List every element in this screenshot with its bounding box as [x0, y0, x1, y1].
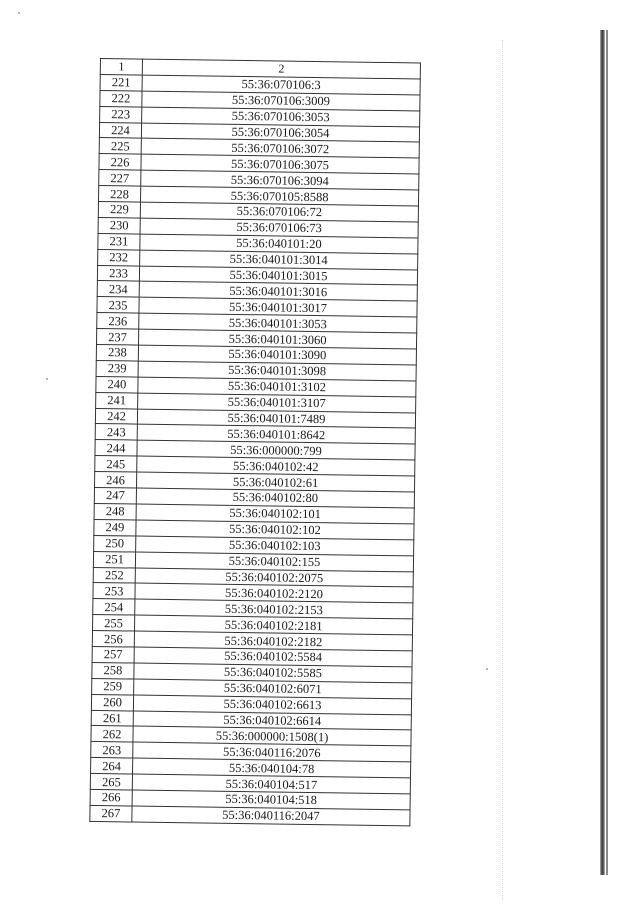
row-number-cell: 240: [96, 376, 138, 392]
cadastral-number-cell: 55:36:040101:3016: [139, 282, 417, 302]
scan-speck: [46, 378, 48, 380]
row-number-cell: 267: [90, 805, 132, 821]
row-number-cell: 232: [98, 249, 140, 265]
table-row: [90, 805, 410, 825]
table-body: [90, 74, 420, 825]
cadastral-number-cell: 55:36:040101:3060: [138, 329, 416, 349]
row-number-cell: 253: [93, 583, 135, 599]
cadastral-number-cell: 55:36:040101:7489: [137, 409, 415, 429]
cadastral-number-cell: 55:36:000000:1508(1): [133, 726, 411, 746]
row-number-cell: 230: [98, 217, 140, 233]
cadastral-number-cell: 55:36:040102:2153: [135, 599, 413, 619]
row-number-cell: 263: [91, 742, 133, 758]
cadastral-number-cell: 55:36:040102:2120: [135, 583, 413, 603]
cadastral-table: [89, 58, 420, 826]
cadastral-number-cell: 55:36:070106:3054: [141, 123, 419, 143]
row-number-cell: 228: [98, 186, 140, 202]
cadastral-number-cell: 55:36:040116:2076: [133, 742, 411, 762]
row-number-cell: 245: [95, 456, 137, 472]
data-table: [89, 58, 421, 826]
row-number-cell: 246: [95, 472, 137, 488]
row-number-cell: 252: [93, 567, 135, 583]
cadastral-number-cell: 55:36:040101:3090: [138, 345, 416, 365]
cadastral-number-cell: 55:36:070106:3075: [141, 154, 419, 174]
row-number-cell: 236: [97, 313, 139, 329]
cadastral-number-cell: 55:36:000000:799: [137, 440, 415, 460]
column-header-code: 2: [142, 59, 420, 79]
row-number-cell: 241: [96, 392, 138, 408]
row-number-cell: 229: [98, 202, 140, 218]
cadastral-number-cell: 55:36:040101:3015: [139, 266, 417, 286]
row-number-cell: 227: [99, 170, 141, 186]
cadastral-number-cell: 55:36:040102:42: [137, 456, 415, 476]
row-number-cell: 231: [98, 233, 140, 249]
row-number-cell: 243: [95, 424, 137, 440]
row-number-cell: 260: [91, 694, 133, 710]
scan-fold-line: [502, 40, 503, 900]
row-number-cell: 226: [99, 154, 141, 170]
column-header-number: 1: [100, 59, 142, 75]
cadastral-number-cell: 55:36:040102:155: [135, 552, 413, 572]
row-number-cell: 222: [100, 90, 142, 106]
row-number-cell: 249: [94, 519, 136, 535]
cadastral-number-cell: 55:36:040104:518: [132, 790, 410, 810]
scan-speck: [486, 668, 488, 670]
cadastral-number-cell: 55:36:040102:6613: [133, 695, 411, 715]
row-number-cell: 223: [100, 106, 142, 122]
cadastral-number-cell: 55:36:040104:78: [133, 758, 411, 778]
cadastral-number-cell: 55:36:040102:2181: [135, 615, 413, 635]
row-number-cell: 250: [94, 535, 136, 551]
cadastral-number-cell: 55:36:040102:102: [136, 520, 414, 540]
cadastral-number-cell: 55:36:040102:5584: [134, 647, 412, 667]
row-number-cell: 221: [100, 74, 142, 90]
cadastral-number-cell: 55:36:040101:3098: [138, 361, 416, 381]
row-number-cell: 261: [91, 710, 133, 726]
row-number-cell: 257: [92, 646, 134, 662]
row-number-cell: 235: [97, 297, 139, 313]
row-number-cell: 248: [94, 503, 136, 519]
cadastral-number-cell: 55:36:040116:2047: [132, 806, 410, 826]
row-number-cell: 244: [95, 440, 137, 456]
cadastral-number-cell: 55:36:040102:5585: [134, 663, 412, 683]
row-number-cell: 262: [91, 726, 133, 742]
cadastral-number-cell: 55:36:070106:3094: [141, 170, 419, 190]
row-number-cell: 264: [91, 758, 133, 774]
row-number-cell: 265: [90, 774, 132, 790]
row-number-cell: 255: [93, 615, 135, 631]
cadastral-number-cell: 55:36:070106:3: [142, 75, 420, 95]
row-number-cell: 266: [90, 789, 132, 805]
row-number-cell: 258: [92, 662, 134, 678]
row-number-cell: 251: [93, 551, 135, 567]
cadastral-number-cell: 55:36:040101:8642: [137, 425, 415, 445]
cadastral-number-cell: 55:36:040101:3102: [138, 377, 416, 397]
row-number-cell: 239: [96, 360, 138, 376]
row-number-cell: 238: [96, 345, 138, 361]
row-number-cell: 225: [99, 138, 141, 154]
row-number-cell: 224: [99, 122, 141, 138]
cadastral-number-cell: 55:36:040101:20: [140, 234, 418, 254]
cadastral-number-cell: 55:36:040102:2075: [135, 568, 413, 588]
cadastral-number-cell: 55:36:040102:6614: [133, 711, 411, 731]
cadastral-number-cell: 55:36:070106:3053: [142, 107, 420, 127]
cadastral-number-cell: 55:36:070106:3072: [141, 139, 419, 159]
cadastral-number-cell: 55:36:040102:80: [136, 488, 414, 508]
cadastral-number-cell: 55:36:070106:73: [140, 218, 418, 238]
cadastral-number-cell: 55:36:040101:3053: [139, 313, 417, 333]
cadastral-number-cell: 55:36:040101:3017: [139, 297, 417, 317]
cadastral-number-cell: 55:36:040101:3014: [140, 250, 418, 270]
cadastral-number-cell: 55:36:070106:3009: [142, 91, 420, 111]
cadastral-number-cell: 55:36:040102:2182: [134, 631, 412, 651]
cadastral-number-cell: 55:36:040102:103: [136, 536, 414, 556]
row-number-cell: 254: [93, 599, 135, 615]
row-number-cell: 256: [92, 631, 134, 647]
row-number-cell: 234: [97, 281, 139, 297]
scan-edge-line: [606, 30, 608, 875]
row-number-cell: 247: [94, 488, 136, 504]
row-number-cell: 233: [97, 265, 139, 281]
row-number-cell: 242: [95, 408, 137, 424]
cadastral-number-cell: 55:36:040101:3107: [138, 393, 416, 413]
cadastral-number-cell: 55:36:040102:61: [136, 472, 414, 492]
cadastral-number-cell: 55:36:070106:72: [140, 202, 418, 222]
cadastral-number-cell: 55:36:040102:101: [136, 504, 414, 524]
scan-edge-shadow: [600, 30, 605, 875]
cadastral-number-cell: 55:36:040102:6071: [134, 679, 412, 699]
cadastral-number-cell: 55:36:040104:517: [132, 774, 410, 794]
cadastral-number-cell: 55:36:070105:8588: [140, 186, 418, 206]
row-number-cell: 259: [92, 678, 134, 694]
scan-speck: [18, 12, 20, 14]
row-number-cell: 237: [96, 329, 138, 345]
